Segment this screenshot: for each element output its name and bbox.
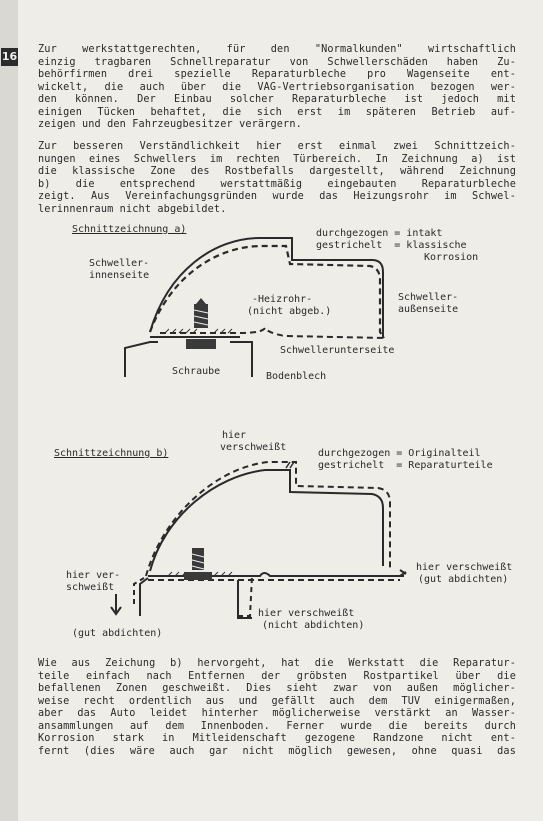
text-line: zeigen und den Fahrzeugbesitzer verärgern.	[38, 119, 302, 130]
label-floor-panel: Bodenblech	[266, 371, 327, 382]
label-sill-underside: Schwellerunterseite	[280, 345, 395, 356]
paragraph-intro	[38, 44, 516, 132]
text-line: einzig tragbaren Schnellreparatur von Schwellerschäden haben Zu-	[38, 56, 516, 68]
screw-drawing-b	[184, 548, 212, 580]
figure-a-title: Schnittzeichnung a)	[72, 224, 187, 235]
label-left-weld-2: schweißt	[66, 582, 115, 593]
screw-drawing	[186, 298, 216, 349]
text-line: Zur besseren Verständlichkeit hier erst einmal zwei Schnittzeich-	[38, 141, 516, 152]
figure-b-title: Schnittzeichnung b)	[54, 448, 169, 459]
text-line: fernt (dies wäre auch gar nicht möglich gewesen, ohne quasi das	[38, 745, 516, 757]
text-line: ansammlungen auf dem Innenboden. Ferner wurde die bereits durch	[38, 720, 516, 732]
text-line: zeigt. Aus Vereinfachungsgründen wurde das Heizungsrohr im Schwel-	[38, 191, 516, 202]
text-line: Korrosion stark in Mitleidenschaft gezogene Randzone nicht ent-	[38, 733, 516, 744]
text-line: lerinnenraum nicht abgebildet.	[38, 203, 227, 215]
text-line: Zur werkstattgerechten, für den "Normalkunden" wirtschaftlich	[38, 44, 516, 55]
label-outer-side-1: Schweller-	[398, 292, 459, 303]
text-line: b) die entsprechend werstattmäßig eingebauten Reparaturbleche	[38, 178, 516, 190]
label-right-weld-1: hier verschweißt	[416, 562, 513, 573]
label-top-weld-1: hier	[222, 430, 247, 441]
figure-a-legend-corrosion: Korrosion	[424, 252, 479, 263]
figure-b-legend-solid: durchgezogen = Originalteil	[318, 448, 481, 459]
page-number: 16	[1, 48, 18, 66]
text-line: weise recht ordentlich aus und gefällt auch dem TÜV einigermaßen,	[38, 695, 516, 707]
text-line: einigen Tücken behaftet, die sich erst im späteren Betrieb auf-	[38, 106, 516, 118]
figure-b	[0, 426, 543, 646]
label-right-weld-2: (gut abdichten)	[418, 574, 509, 585]
label-heating-pipe-2: (nicht abgeb.)	[247, 306, 332, 317]
page-margin	[0, 0, 18, 821]
label-inner-side-2: innenseite	[89, 270, 150, 281]
text-line: aber das Auto leidet hinterher möglicherweise verstärkt an Wasser-	[38, 708, 516, 719]
text-line: den können. Der Einbau solcher Reparaturbleche ist jedoch mit	[38, 94, 516, 105]
label-screw: Schraube	[172, 366, 221, 377]
paragraph-explanation	[38, 141, 516, 216]
label-left-weld-1: hier ver-	[66, 570, 121, 581]
paragraph-conclusion	[38, 658, 516, 758]
label-left-weld-3: (gut abdichten)	[72, 628, 163, 639]
label-inner-side-1: Schweller-	[89, 258, 150, 269]
text-line: teile einfach nach Entfernen der gröbsten Rostpartikel über die	[38, 670, 516, 682]
figure-a	[0, 220, 543, 400]
figure-b-legend-dashed: gestrichelt = Reparaturteile	[318, 460, 493, 471]
figure-a-legend-solid: durchgezogen = intakt	[316, 228, 443, 239]
text-line: wickelt, die auch über die VAG-Vertriebsorganisation bezogen wer-	[38, 81, 516, 93]
text-line: die klassische Zone des Rostbefalls dargestellt, während Zeichnung	[38, 166, 516, 177]
text-line: behörfirmen drei spezielle Reparaturbleche pro Wagenseite ent-	[38, 69, 516, 80]
label-outer-side-2: außenseite	[398, 304, 459, 315]
label-heating-pipe-1: -Heizrohr-	[252, 294, 313, 305]
label-top-weld-2: verschweißt	[220, 442, 287, 453]
figure-a-legend-dashed: gestrichelt = klassische	[316, 240, 467, 251]
text-line: Wie aus Zeichung b) hervorgeht, hat die Werkstatt die Reparatur-	[38, 658, 516, 669]
label-middle-weld-2: (nicht abdichten)	[262, 620, 365, 631]
label-middle-weld-1: hier verschweißt	[258, 608, 355, 619]
text-line: befallenen Zonen geschweißt. Dies sieht zwar von außen möglicher-	[38, 683, 516, 694]
text-line: nungen eines Schwellers im rechten Türbereich. In Zeichnung a) ist	[38, 153, 516, 165]
